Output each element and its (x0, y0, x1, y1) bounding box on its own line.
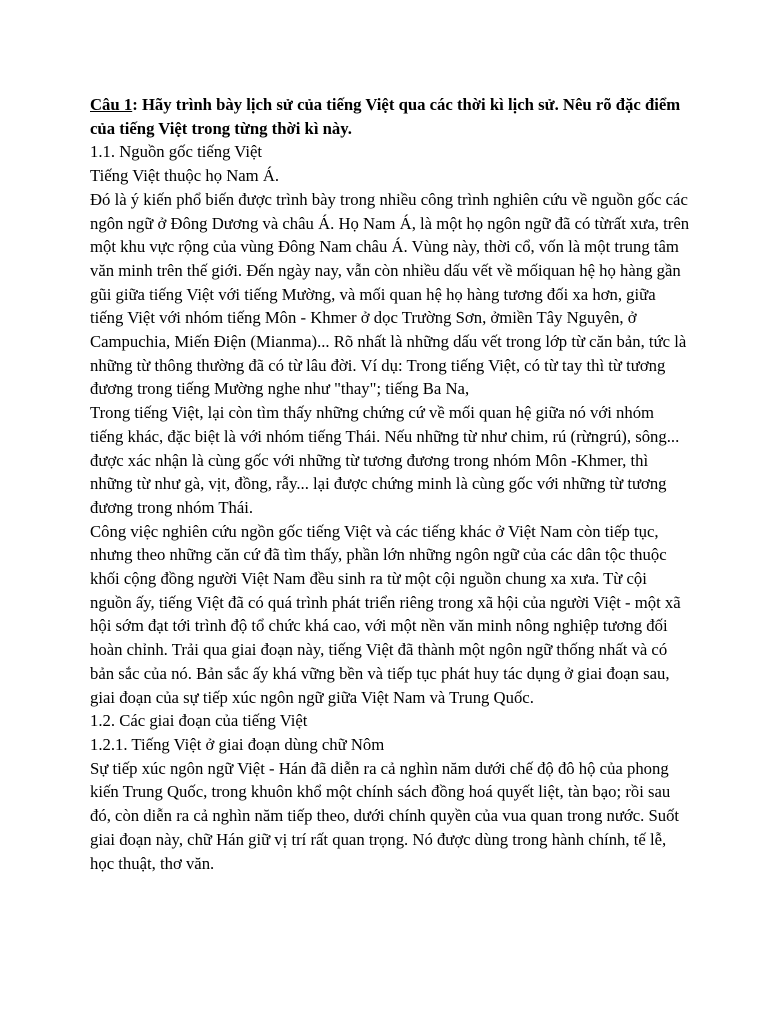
question-label: Câu 1 (90, 95, 133, 114)
paragraph-research-continues: Công việc nghiên cứu ngồn gốc tiếng Việt và các tiếng khác ở Việt Nam còn tiếp tục, nhưng theo những căn cứ đã tìm thấy, phần lớn những ngôn ngữ của các dân tộc thuộc khối cộng đồng người Việt Nam đều sinh ra từ một cội nguồn chung xa xưa. Từ cội nguồn ấy, tiếng Việt đã có quá trình phát triển riêng trong xã hội của người Việt - một xã hội sớm đạt tới trình độ tổ chức khá cao, với một nền văn minh nông nghiệp tương đối hoàn chỉnh. Trải qua giai đoạn này, tiếng Việt đã thành một ngôn ngữ thống nhất và có bản sắc của nó. Bản sắc ấy khá vững bền và tiếp tục phát huy tác dụng ở giai đoạn sau, giai đoạn của sự tiếp xúc ngôn ngữ giữa Việt Nam và Trung Quốc. (90, 521, 681, 707)
section-heading-origin: 1.1. Nguồn gốc tiếng Việt (90, 142, 263, 162)
paragraph-thai-relation: Trong tiếng Việt, lại còn tìm thấy những chứng cứ về mối quan hệ giữa nó với nhóm tiếng khác, đặc biệt là với nhóm tiếng Thái. Nếu những từ như chim, rú (rừngrú), sông... được xác nhận là cùng gốc với những từ tương đương trong nhóm Môn -Khmer, thì những từ như gà, vịt, đồng, rẫy... lại được chứng minh là cùng gốc với những từ tương đương trong nhóm Thái. (90, 403, 680, 517)
paragraph-viet-han-contact: Sự tiếp xúc ngôn ngữ Việt - Hán đã diễn ra cả nghìn năm dưới chế độ đô hộ của phong kiến Trung Quốc, trong khuôn khổ một chính sách đồng hoá quyết liệt, tàn bạo; rồi sau đó, còn diễn ra cả nghìn năm tiếp theo, dưới chính quyền của vua quan trong nước. Suốt giai đoạn này, chữ Hán giữ vị trí rất quan trọng. Nó được dùng trong hành chính, tế lễ, học thuật, thơ văn. (90, 758, 680, 873)
question-text: Hãy trình bày lịch sử của tiếng Việt qua các thời kì lịch sử. Nêu rõ đặc điểm của tiếng Việt trong từng thời kì này. (90, 95, 681, 138)
question-heading (90, 93, 690, 140)
subsection-heading-nom: 1.2.1. Tiếng Việt ở giai đoạn dùng chữ Nôm (90, 734, 385, 754)
paragraph-austroasiatic-claim: Tiếng Việt thuộc họ Nam Á. (90, 166, 280, 186)
paragraph-origin-evidence: Đó là ý kiến phổ biến được trình bày trong nhiều công trình nghiên cứu về nguồn gốc các ngôn ngữ ở Đông Dương và châu Á. Họ Nam Á, là một họ ngôn ngữ đã có từrất xưa, trên một khu vực rộng của vùng Đông Nam châu Á. Vùng này, thời cổ, vốn là một trung tâm văn minh trên thế giới. Đến ngày nay, vẫn còn nhiều dấu vết về mốiquan hệ họ hàng gần gũi giữa tiếng Việt với tiếng Mường, và mối quan hệ họ hàng tương đối xa hơn, giữa tiếng Việt với nhóm tiếng Môn - Khmer ở dọc Trường Sơn, ởmiền Tây Nguyên, ở Campuchia, Miến Điện (Mianma)... Rõ nhất là những dấu vết trong lớp từ căn bản, tức là những từ thông thường đã có từ lâu đời. Ví dụ: Trong tiếng Việt, có từ tay thì từ tương đương trong tiếng Mường nghe như "thay"; tiếng Ba Na, (90, 189, 690, 399)
question-colon: : (132, 95, 138, 114)
section-heading-stages: 1.2. Các giai đoạn của tiếng Việt (90, 711, 308, 731)
document-page (90, 93, 690, 875)
